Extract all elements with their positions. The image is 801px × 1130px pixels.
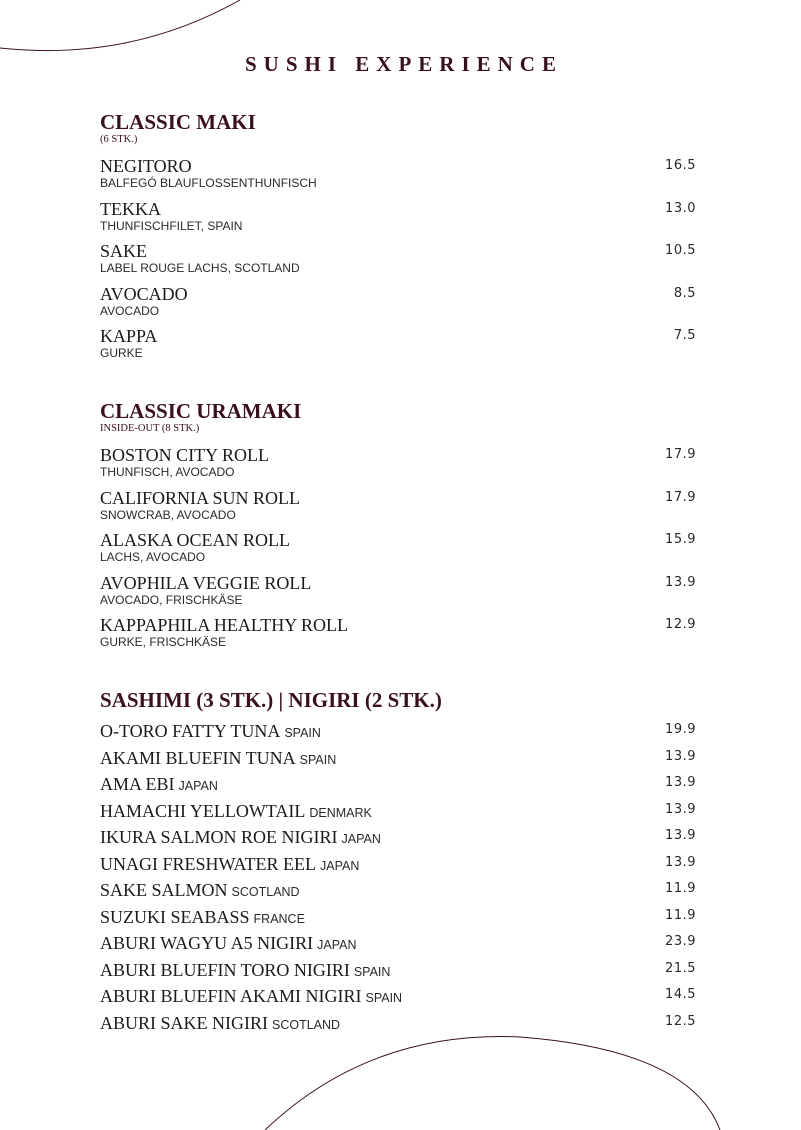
menu-item — [100, 985, 696, 1012]
section-classic-maki — [100, 111, 696, 368]
page-title: SUSHI EXPERIENCE — [245, 52, 563, 76]
item-name: AMA EBI — [100, 774, 175, 794]
item-price: 13.0 — [665, 200, 696, 216]
item-price: 7.5 — [673, 328, 696, 343]
section-title: CLASSIC URAMAKI — [100, 399, 302, 423]
item-description: LACHS, AVOCADO — [100, 550, 206, 564]
item-origin: JAPAN — [178, 779, 218, 793]
item-description: THUNFISCHFILET, SPAIN — [100, 218, 243, 233]
item-price: 23.9 — [665, 934, 696, 949]
item-name: TEKKA — [100, 198, 161, 219]
menu-item — [100, 444, 696, 487]
item-price: 15.9 — [665, 532, 696, 547]
section-title: CLASSIC MAKI — [100, 110, 256, 134]
item-description: LABEL ROUGE LACHS, SCOTLAND — [100, 261, 300, 275]
item-name: KAPPA — [100, 326, 158, 346]
item-price: 14.5 — [665, 987, 696, 1002]
item-price: 21.5 — [665, 960, 696, 976]
item-price: 12.9 — [665, 617, 696, 632]
section-classic-uramaki — [100, 400, 696, 657]
menu-item — [100, 747, 696, 774]
item-origin: JAPAN — [317, 938, 357, 952]
item-name: NEGITORO — [100, 156, 192, 176]
item-name: ALASKA OCEAN ROLL — [100, 530, 291, 550]
item-name: UNAGI FRESHWATER EEL — [100, 853, 316, 874]
item-origin: SPAIN — [299, 752, 337, 767]
item-price: 11.9 — [665, 907, 696, 923]
item-origin: SPAIN — [353, 964, 391, 979]
item-name: AVOCADO — [100, 283, 188, 304]
menu-item — [100, 487, 696, 530]
item-origin: SPAIN — [284, 726, 321, 740]
menu-item — [100, 826, 696, 853]
item-name: KAPPAPHILA HEALTHY ROLL — [100, 615, 349, 635]
item-origin: SCOTLAND — [231, 885, 300, 899]
item-name: ABURI WAGYU A5 NIGIRI — [100, 933, 314, 953]
menu-item — [100, 773, 696, 800]
item-price: 17.9 — [665, 447, 696, 462]
menu-item — [100, 932, 696, 959]
item-name: AVOPHILA VEGGIE ROLL — [100, 572, 312, 593]
item-origin: DENMARK — [309, 805, 372, 820]
item-name: O-TORO FATTY TUNA — [100, 721, 281, 741]
item-name: SAKE SALMON — [100, 880, 228, 900]
item-price: 13.9 — [665, 801, 696, 817]
section-subtitle: INSIDE-OUT (8 STK.) — [100, 423, 200, 434]
top-left-curve — [0, 0, 240, 51]
item-price: 16.5 — [665, 158, 696, 173]
item-price: 13.9 — [665, 775, 696, 790]
menu-item — [100, 853, 696, 880]
item-price: 8.5 — [673, 285, 696, 301]
menu-item — [100, 240, 696, 283]
item-origin: FRANCE — [253, 911, 305, 926]
item-price: 13.9 — [665, 574, 696, 590]
menu-item — [100, 720, 696, 747]
menu-item — [100, 1012, 696, 1039]
item-name: ABURI SAKE NIGIRI — [100, 1012, 268, 1033]
item-name: ABURI BLUEFIN AKAMI NIGIRI — [100, 986, 362, 1006]
item-price: 10.5 — [665, 243, 696, 258]
item-description: GURKE — [100, 346, 143, 360]
item-price: 19.9 — [665, 722, 696, 737]
item-price: 13.9 — [665, 828, 696, 843]
item-description: THUNFISCH, AVOCADO — [100, 465, 235, 479]
item-description: AVOCADO — [100, 303, 160, 318]
item-description: BALFEGÓ BLAUFLOSSENTHUNFISCH — [100, 176, 317, 190]
item-origin: SCOTLAND — [272, 1017, 341, 1032]
item-name: AKAMI BLUEFIN TUNA — [100, 747, 296, 768]
menu-item — [100, 614, 696, 657]
item-origin: JAPAN — [341, 832, 381, 846]
menu-item — [100, 283, 696, 326]
item-name: SUZUKI SEABASS — [100, 906, 250, 927]
item-description: AVOCADO, FRISCHKÄSE — [100, 592, 243, 607]
section-sashimi-nigiri — [100, 689, 696, 1038]
menu-item — [100, 906, 696, 933]
menu-item — [100, 879, 696, 906]
item-name: ABURI BLUEFIN TORO NIGIRI — [100, 959, 350, 980]
item-price: 11.9 — [665, 881, 696, 896]
menu-item — [100, 800, 696, 827]
item-origin: JAPAN — [320, 858, 360, 873]
item-price: 17.9 — [665, 489, 696, 505]
section-title: SASHIMI (3 STK.) | NIGIRI (2 STK.) — [100, 688, 442, 712]
item-description: SNOWCRAB, AVOCADO — [100, 507, 236, 522]
item-name: BOSTON CITY ROLL — [100, 445, 270, 465]
menu-item — [100, 529, 696, 572]
item-price: 13.9 — [665, 854, 696, 870]
item-name: IKURA SALMON ROE NIGIRI — [100, 827, 338, 847]
menu-item — [100, 572, 696, 615]
item-origin: SPAIN — [365, 991, 403, 1005]
item-price: 12.5 — [665, 1013, 696, 1029]
menu-item — [100, 325, 696, 368]
item-name: SAKE — [100, 241, 148, 261]
item-name: CALIFORNIA SUN ROLL — [100, 487, 301, 508]
bottom-curve — [265, 1037, 720, 1130]
menu-item — [100, 155, 696, 198]
item-name: HAMACHI YELLOWTAIL — [100, 800, 306, 821]
menu-item — [100, 198, 696, 241]
section-subtitle: (6 STK.) — [100, 134, 138, 145]
item-price: 13.9 — [665, 748, 696, 764]
menu-item — [100, 959, 696, 986]
item-description: GURKE, FRISCHKÄSE — [100, 635, 227, 649]
